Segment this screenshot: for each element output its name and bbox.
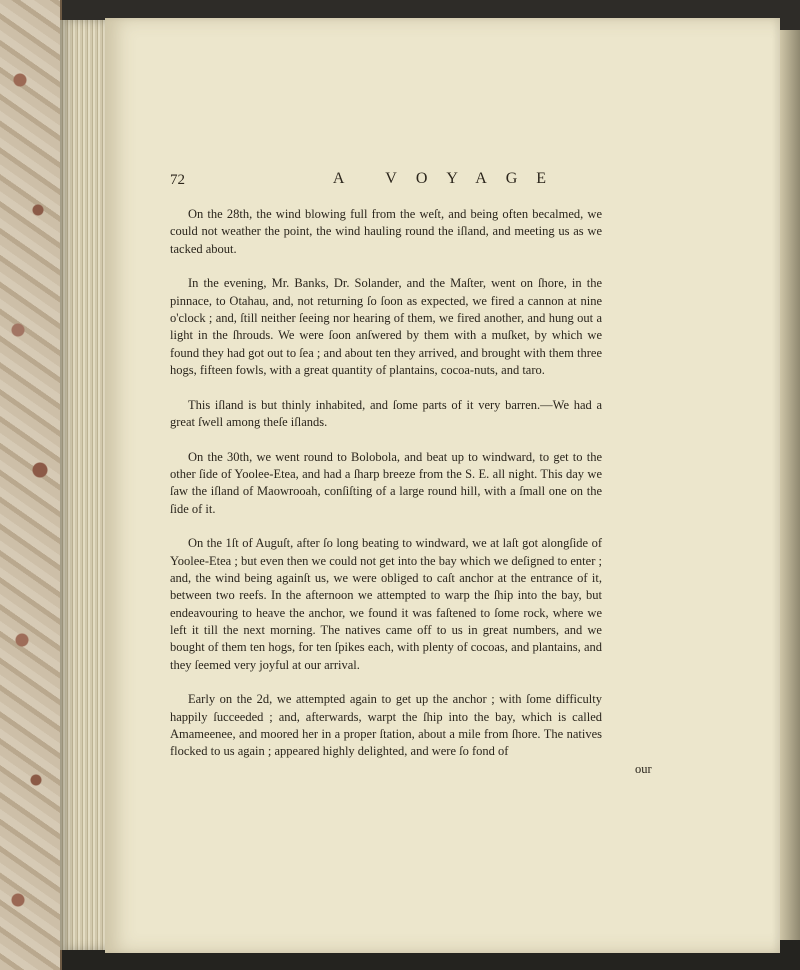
paragraph: On the 28th, the wind blowing full from the weſt, and being often becalmed, we could not weather the point, the wind hauling round the iſland, and meeting us as we tacked about. xyxy=(170,207,602,256)
paragraph: This iſland is but thinly inhabited, and ſome parts of it very barren.—We had a great ſwell among theſe iſlands. xyxy=(170,397,602,429)
running-head: A VOYAGE xyxy=(332,170,566,187)
page-number: 72 xyxy=(170,172,185,188)
catchword: our xyxy=(635,762,652,776)
marbled-endpaper xyxy=(0,0,62,970)
facing-page-edge xyxy=(780,30,800,940)
body-text xyxy=(170,206,602,778)
page-header xyxy=(170,170,690,194)
paragraph: On the 30th, we went round to Bolobola, and beat up to windward, to get to the other ſide of Yoolee-Etea, and had a ſharp breeze from the S. E. all night. This day we ſaw the iſland of Maowrooah, conſiſting of a large round hill, with a ſmall one on the ſide of it. xyxy=(170,449,602,516)
paragraph: Early on the 2d, we attempted again to get up the anchor ; with ſome difficulty happily ſucceeded ; and, afterwards, warpt the ſhip into the bay, which is called Amameenee, and moored her in a proper ſtation, about a mile from ſhore. The natives flocked to us again ; appeared highly delighted, and were ſo fond of xyxy=(170,692,602,759)
paragraph: On the 1ſt of Auguſt, after ſo long beating to windward, we at laſt got alongſide of Yoolee-Etea ; but even then we could not get into the bay which we deſigned to enter ; and, the wind being againſt us, we were obliged to caſt anchor at the entrance of it, between two reefs. In the afternoon we attempted to warp the ſhip into the bay, but endeavouring to heave the anchor, we found it was faſtened to ſome rock, where we left it till the next morning. The natives came off to us in great numbers, and we bought of them ten hogs, for ten ſpikes each, with plenty of cocoas, and plantains, and they ſeemed very joyful at our arrival. xyxy=(170,536,602,672)
paragraph: In the evening, Mr. Banks, Dr. Solander, and the Maſter, went on ſhore, in the pinnace, to Otahau, and, not returning ſo ſoon as expected, we fired a cannon at nine o'clock ; and, ſtill neither ſeeing nor hearing of them, we fired another, and hung out a light in the ſhrouds. We were ſoon anſwered by them with a muſket, by which we found they had got out to ſea ; and about ten they arrived, and brought with them three hogs, fifteen fowls, with a great quantity of plantains, cocoa-nuts, and taro. xyxy=(170,276,602,377)
page-edges xyxy=(60,20,105,950)
